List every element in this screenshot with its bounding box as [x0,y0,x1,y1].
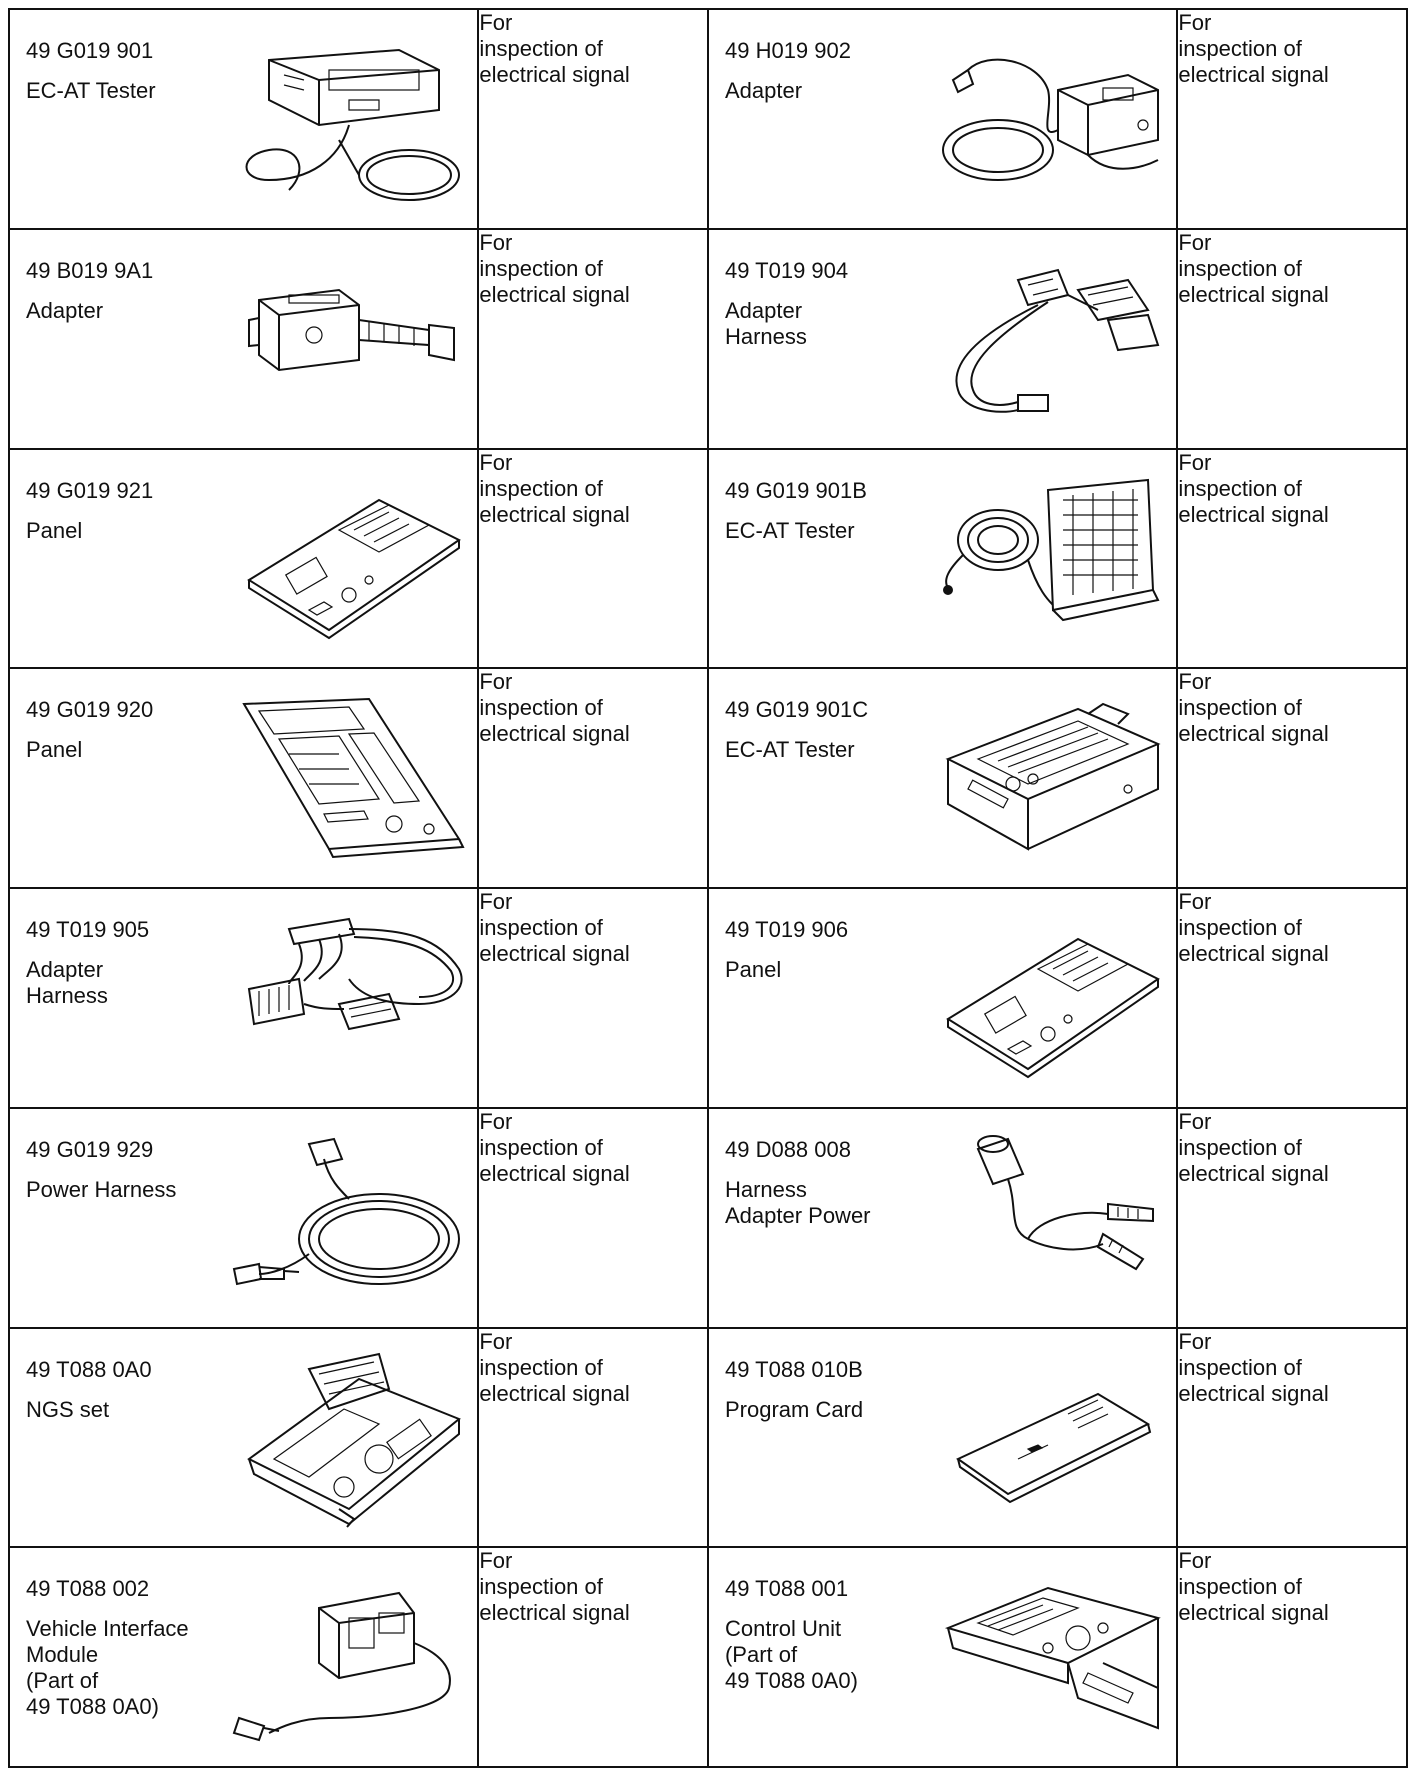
use-cell-right [1177,1108,1407,1328]
adapter-box-with-cable-illustration [928,30,1168,210]
tool-name: EC-AT Tester [26,78,156,103]
use-cell-left [478,1328,708,1548]
tool-info [26,1576,189,1720]
tool-use-text: For inspection of electrical signal [1178,449,1329,527]
special-tools-table-body [9,9,1407,1767]
tool-name: Adapter [26,297,104,323]
tool-cell-right [708,9,1177,229]
tool-name: Adapter Harness [26,957,108,1008]
tool-name: EC-AT Tester [724,517,855,543]
tool-row [9,1547,1407,1767]
tool-cell-right [708,229,1177,449]
carry-case-illustration [229,1349,469,1529]
tool-name: EC-AT Tester [724,737,855,763]
tool-info [725,478,867,544]
tool-cell-right [708,449,1177,669]
tester-box-with-cable-illustration [229,30,469,210]
tool-cell-left [9,449,478,669]
use-cell-left [478,9,708,229]
tool-use-text: For inspection of electrical signal [479,1108,630,1186]
tool-cell-left [9,229,478,449]
tool-part-number: 49 T019 906 [724,917,849,942]
use-cell-left [478,668,708,888]
tool-use-text: For inspection of electrical signal [1178,669,1329,747]
use-cell-right [1177,1328,1407,1548]
tool-part-number: 49 T088 002 [26,1576,150,1602]
use-cell-left [478,1108,708,1328]
tool-info [26,917,149,1009]
tool-cell-left [9,1328,478,1548]
tool-name: Adapter Harness [724,297,807,349]
tool-part-number: 49 G019 921 [26,477,154,503]
tool-use-text: For inspection of electrical signal [1178,889,1329,966]
tool-use-text: For inspection of electrical signal [479,1328,630,1406]
tool-use-text: For inspection of electrical signal [479,10,630,87]
tool-name: Program Card [724,1396,864,1422]
harness-with-connectors-illustration [229,909,469,1089]
tool-part-number: 49 G019 929 [26,1136,154,1162]
tool-row [9,1328,1407,1548]
tool-info [725,697,868,763]
tool-part-number: 49 D088 008 [724,1136,851,1162]
tool-row [9,449,1407,669]
tester-case-illustration [928,689,1168,869]
tool-part-number: 49 T088 001 [724,1576,849,1602]
tool-info [26,478,153,544]
tool-row [9,229,1407,449]
use-cell-left [478,888,708,1108]
use-cell-right [1177,229,1407,449]
tool-info [725,917,848,983]
tool-cell-left [9,1108,478,1328]
tool-part-number: 49 T088 0A0 [26,1356,152,1382]
special-tools-table [8,8,1408,1768]
tool-info [725,258,848,350]
tool-info [26,1137,176,1203]
tool-part-number: 49 G019 901C [724,697,869,723]
tool-cell-right [708,1108,1177,1328]
tool-info [725,38,851,104]
tool-info [26,1357,152,1423]
tool-info [725,1576,858,1694]
tool-part-number: 49 H019 902 [724,38,851,63]
use-cell-right [1177,449,1407,669]
tool-cell-left [9,888,478,1108]
tool-use-text: For inspection of electrical signal [479,229,630,307]
tool-part-number: 49 G019 901B [724,477,867,503]
tool-cell-right [708,1547,1177,1767]
tool-part-number: 49 G019 920 [26,697,154,723]
use-cell-left [478,1547,708,1767]
tool-name: Panel [26,737,83,763]
tool-info [26,38,156,104]
tool-cell-left [9,1547,478,1767]
tool-row [9,668,1407,888]
special-tools-sheet [8,8,1408,1768]
tool-part-number: 49 B019 9A1 [26,257,154,283]
tool-use-text: For inspection of electrical signal [1178,1548,1329,1626]
tool-name: Panel [724,957,782,982]
interface-module-illustration [229,1568,469,1748]
tool-info [725,1357,863,1423]
tool-name: Panel [26,517,83,543]
tool-row [9,888,1407,1108]
tool-name: Harness Adapter Power [724,1176,871,1228]
use-cell-left [478,229,708,449]
use-cell-left [478,449,708,669]
tool-cell-left [9,668,478,888]
tool-cell-left [9,9,478,229]
tester-with-coiled-cable-illustration [928,470,1168,650]
panel-board-illustration [928,909,1168,1089]
tool-info [725,1137,871,1229]
panel-tilted-illustration [229,689,469,869]
use-cell-right [1177,1547,1407,1767]
tool-cell-right [708,668,1177,888]
tool-row [9,1108,1407,1328]
tool-name: NGS set [26,1396,110,1422]
tool-use-text: For inspection of electrical signal [479,889,630,966]
tool-cell-right [708,1328,1177,1548]
adapter-harness-illustration [928,250,1168,430]
tool-part-number: 49 T019 905 [26,917,150,942]
tool-use-text: For inspection of electrical signal [479,669,630,747]
clip-harness-illustration [928,1129,1168,1309]
tool-name: Power Harness [26,1176,177,1202]
panel-board-illustration [229,470,469,650]
tool-use-text: For inspection of electrical signal [1178,10,1329,87]
tool-name: Vehicle Interface Module (Part of 49 T088 0A0) [26,1616,189,1720]
tool-use-text: For inspection of electrical signal [1178,1328,1329,1406]
adapter-block-illustration [229,250,469,430]
tool-cell-right [708,888,1177,1108]
tool-part-number: 49 T019 904 [724,257,849,283]
use-cell-right [1177,668,1407,888]
tool-name: Adapter [724,78,803,103]
tool-part-number: 49 G019 901 [26,38,154,63]
tool-use-text: For inspection of electrical signal [1178,229,1329,307]
tool-use-text: For inspection of electrical signal [479,1548,630,1626]
tool-info [26,697,153,763]
power-cable-illustration [229,1129,469,1309]
tool-part-number: 49 T088 010B [724,1356,863,1382]
tool-row [9,9,1407,229]
program-card-illustration [928,1349,1168,1529]
tool-name: Control Unit (Part of 49 T088 0A0) [724,1616,858,1694]
tool-info [26,258,153,324]
tool-use-text: For inspection of electrical signal [479,449,630,527]
use-cell-right [1177,9,1407,229]
use-cell-right [1177,888,1407,1108]
handheld-unit-illustration [928,1568,1168,1748]
tool-use-text: For inspection of electrical signal [1178,1108,1329,1186]
